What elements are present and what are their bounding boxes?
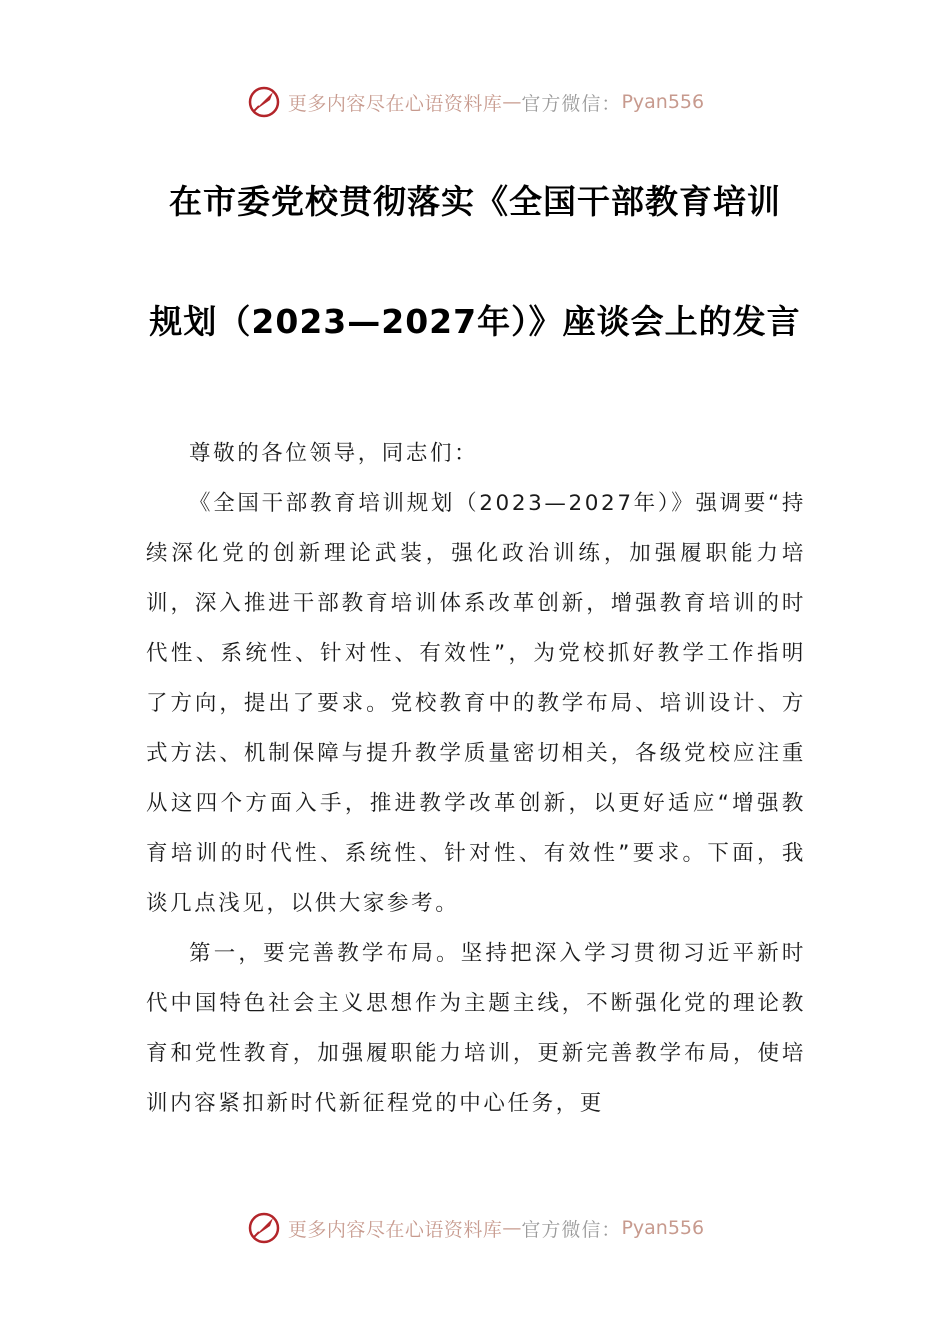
document-title-line-1: 在市委党校贯彻落实《全国干部教育培训	[169, 182, 781, 221]
watermark-separator: —	[502, 91, 522, 113]
watermark-wechat-id: Pyan556	[621, 1217, 705, 1239]
watermark-separator: —	[502, 1217, 522, 1239]
quill-logo-icon	[246, 84, 282, 120]
document-body	[146, 429, 806, 1129]
watermark-brand-text: 更多内容尽在心语资料库	[287, 1218, 503, 1241]
document-title-line-2: 规划（2023—2027年）》座谈会上的发言	[149, 302, 801, 341]
paragraph-intro: 《全国干部教育培训规划（2023—2027年）》强调要“持续深化党的创新理论武装，强化政治训练，加强履职能力培训，深入推进干部教育培训体系改革创新，增强教育培训的时代性、系统性、针对性、有效性”，为党校抓好教学工作指明了方向，提出了要求。党校教育中的教学布局、培训设计、方式方法、机制保障与提升教学质量密切相关，各级党校应注重从这四个方面入手，推进教学改革创新，以更好适应“增强教育培训的时代性、系统性、针对性、有效性”要求。下面，我谈几点浅见，以供大家参考。	[146, 491, 806, 916]
watermark-footer	[0, 1208, 950, 1248]
paragraph-first-point: 第一，要完善教学布局。坚持把深入学习贯彻习近平新时代中国特色社会主义思想作为主题主线，不断强化党的理论教育和党性教育，加强履职能力培训，更新完善教学布局，使培训内容紧扣新时代新征程党的中心任务，更	[146, 941, 806, 1116]
salutation: 尊敬的各位领导，同志们：	[189, 441, 479, 466]
watermark-header	[0, 82, 950, 122]
watermark-brand-text: 更多内容尽在心语资料库	[287, 92, 503, 115]
watermark-wechat-label: 官方微信：	[521, 1218, 622, 1241]
quill-logo-icon	[246, 1210, 282, 1246]
watermark-wechat-id: Pyan556	[621, 91, 705, 113]
watermark-wechat-label: 官方微信：	[521, 92, 622, 115]
